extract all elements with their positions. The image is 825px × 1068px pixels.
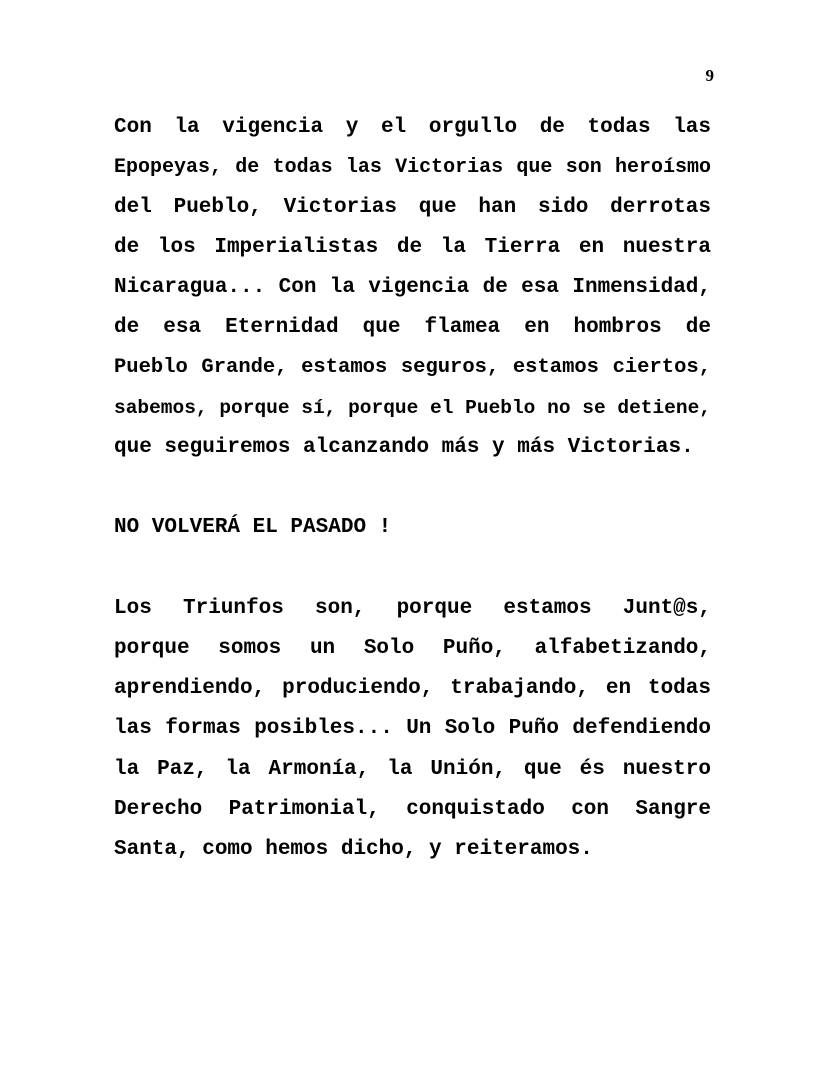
paragraph-line: aprendiendo, produciendo, trabajando, en todas [114,677,711,700]
paragraph-line: Nicaragua... Con la vigencia de esa Inmensidad, [114,276,711,299]
paragraph-line: de esa Eternidad que flamea en hombros de [114,316,711,339]
paragraph-line: la Paz, la Armonía, la Unión, que és nuestro [114,758,711,781]
paragraph-line: porque somos un Solo Puño, alfabetizando, [114,637,711,660]
page-number: 9 [705,66,714,85]
paragraph-line: Santa, como hemos dicho, y reiteramos. [114,838,593,861]
paragraph-line: Derecho Patrimonial, conquistado con Sangre [114,798,711,821]
paragraph-line: sabemos, porque sí, porque el Pueblo no se detiene, [114,397,711,419]
paragraph-line: las formas posibles... Un Solo Puño defendiendo [114,717,711,740]
paragraph-line: Los Triunfos son, porque estamos Junt@s, [114,597,711,620]
paragraph-line: que seguiremos alcanzando más y más Victorias. [114,436,694,459]
paragraph-line: Pueblo Grande, estamos seguros, estamos ciertos, [114,356,711,379]
paragraph-line: del Pueblo, Victorias que han sido derrotas [114,196,711,219]
paragraph-line: de los Imperialistas de la Tierra en nuestra [114,236,711,259]
paragraph-line: Con la vigencia y el orgullo de todas las [114,116,711,139]
section-heading: NO VOLVERÁ EL PASADO ! [114,516,392,539]
paragraph-line: Epopeyas, de todas las Victorias que son heroísmo [114,156,711,179]
